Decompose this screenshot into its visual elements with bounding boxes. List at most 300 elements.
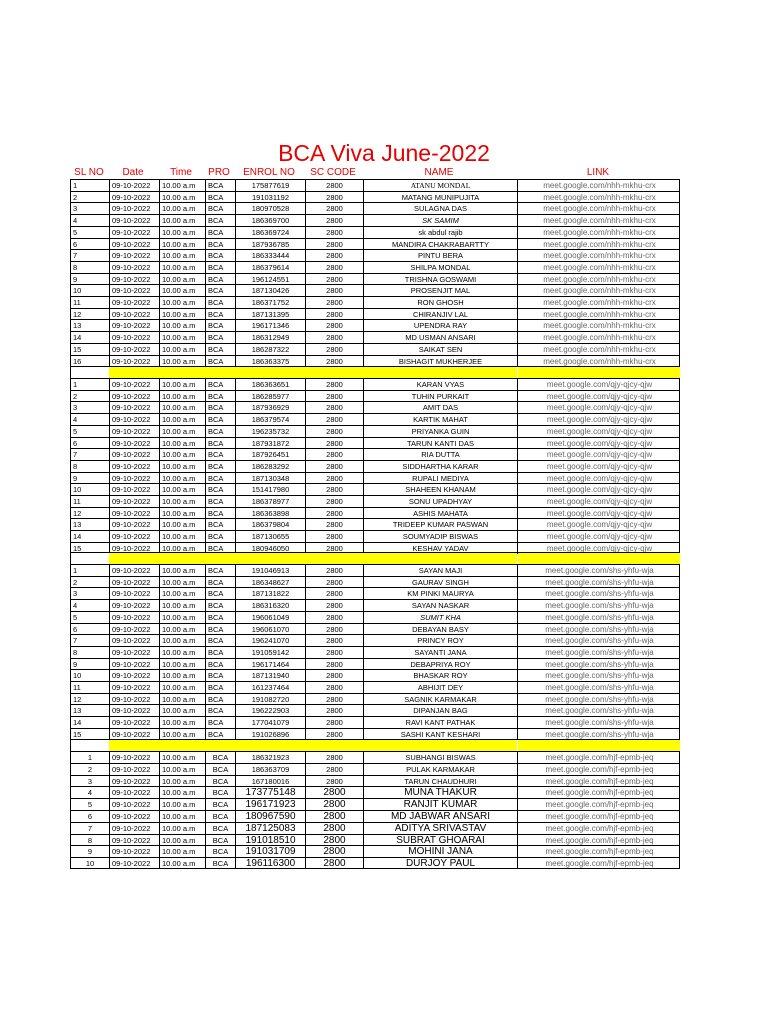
link-cell[interactable]: meet.google.com/nhh-mkhu-crx <box>517 332 681 343</box>
link-cell[interactable]: meet.google.com/nhh-mkhu-crx <box>517 309 681 320</box>
link-cell[interactable]: meet.google.com/hjf-epmb-jeq <box>517 835 681 846</box>
pro-cell: BCA <box>205 846 235 857</box>
sl-no-cell: 1 <box>73 181 78 190</box>
enrol-no-cell: 191031192 <box>235 192 305 203</box>
table-row <box>70 845 680 857</box>
time-cell: 10.00 a.m <box>159 274 205 285</box>
enrol-no-cell: 187130655 <box>235 531 305 542</box>
enrol-no-cell: 186312949 <box>235 332 305 343</box>
time-cell: 10.00 a.m <box>159 682 205 693</box>
header-pro: PRO <box>208 167 230 178</box>
date-cell: 09-10-2022 <box>109 449 159 460</box>
sc-code-cell: 2800 <box>305 426 363 437</box>
link-cell[interactable]: meet.google.com/qjy-qjcy-qjw <box>517 519 681 530</box>
enrol-no-cell: 196171923 <box>235 799 305 810</box>
date-cell: 09-10-2022 <box>109 274 159 285</box>
time-cell: 10.00 a.m <box>159 647 205 658</box>
enrol-no-cell: 186371752 <box>235 297 305 308</box>
name-cell: SAYANTI JANA <box>363 647 517 658</box>
link-cell[interactable]: meet.google.com/shs-yhfu-wja <box>517 588 681 599</box>
sc-code-cell: 2800 <box>305 670 363 681</box>
link-cell[interactable]: meet.google.com/nhh-mkhu-crx <box>517 356 681 367</box>
table-row <box>70 507 680 519</box>
enrol-no-cell: 186316320 <box>235 600 305 611</box>
sc-code-cell: 2800 <box>305 320 363 331</box>
link-cell[interactable]: meet.google.com/qjy-qjcy-qjw <box>517 543 681 554</box>
table-row <box>70 483 680 495</box>
link-cell[interactable]: meet.google.com/qjy-qjcy-qjw <box>517 379 681 390</box>
table-row <box>70 331 680 343</box>
header-name: NAME <box>424 167 454 178</box>
link-cell[interactable]: meet.google.com/shs-yhfu-wja <box>517 635 681 646</box>
table-row <box>70 857 680 869</box>
enrol-no-cell: 187131822 <box>235 588 305 599</box>
table-row <box>70 284 680 296</box>
table-row <box>70 564 680 576</box>
sl-no-cell: 3 <box>87 776 93 786</box>
link-cell[interactable]: meet.google.com/shs-yhfu-wja <box>517 705 681 716</box>
time-cell: 10.00 a.m <box>159 379 205 390</box>
sc-code-cell: 2800 <box>305 344 363 355</box>
link-cell[interactable]: meet.google.com/qjy-qjcy-qjw <box>517 496 681 507</box>
date-cell: 09-10-2022 <box>109 531 159 542</box>
enrol-no-cell: 186363898 <box>235 508 305 519</box>
link-cell[interactable]: meet.google.com/nhh-mkhu-crx <box>517 274 681 285</box>
table-row <box>70 249 680 261</box>
sl-no-cell: 8 <box>73 262 78 272</box>
enrol-no-cell: 186378977 <box>235 496 305 507</box>
sc-code-cell: 2800 <box>305 274 363 285</box>
date-cell: 09-10-2022 <box>109 705 159 716</box>
sl-no-cell: 7 <box>87 823 93 833</box>
link-cell[interactable]: meet.google.com/nhh-mkhu-crx <box>517 203 681 214</box>
sc-code-cell: 2800 <box>305 811 363 822</box>
sc-code-cell: 2800 <box>305 659 363 670</box>
table-row <box>70 296 680 308</box>
date-cell: 09-10-2022 <box>109 473 159 484</box>
enrol-no-cell: 186285977 <box>235 391 305 402</box>
sc-code-cell: 2800 <box>305 543 363 554</box>
sc-code-cell: 2800 <box>305 577 363 588</box>
pro-cell: BCA <box>205 682 235 693</box>
sc-code-cell: 2800 <box>305 588 363 599</box>
sc-code-cell: 2800 <box>305 332 363 343</box>
enrol-no-cell: 186379614 <box>235 262 305 273</box>
pro-cell: BCA <box>205 565 235 576</box>
date-cell: 09-10-2022 <box>109 496 159 507</box>
link-cell[interactable]: meet.google.com/qjy-qjcy-qjw <box>517 414 681 425</box>
link-cell[interactable]: meet.google.com/qjy-qjcy-qjw <box>517 438 681 449</box>
pro-cell: BCA <box>205 356 235 367</box>
sl-no-cell: 3 <box>73 403 78 413</box>
link-cell[interactable]: meet.google.com/nhh-mkhu-crx <box>517 344 681 355</box>
name-cell: ASHIS MAHATA <box>363 508 517 519</box>
sl-no-cell: 10 <box>73 286 82 296</box>
table-row <box>70 355 680 367</box>
table-row <box>70 599 680 611</box>
pro-cell: BCA <box>205 391 235 402</box>
link-cell[interactable]: meet.google.com/hjf-epmb-jeq <box>517 787 681 798</box>
sl-no-cell: 5 <box>87 800 93 810</box>
name-cell: DEBAPRIYA ROY <box>363 659 517 670</box>
sl-no-cell: 12 <box>73 309 82 319</box>
date-cell: 09-10-2022 <box>109 846 159 857</box>
table-row <box>70 518 680 530</box>
link-cell[interactable]: meet.google.com/shs-yhfu-wja <box>517 717 681 728</box>
enrol-no-cell: 196235732 <box>235 426 305 437</box>
date-cell: 09-10-2022 <box>109 203 159 214</box>
pro-cell: BCA <box>205 473 235 484</box>
name-cell: BHASKAR ROY <box>363 670 517 681</box>
link-cell[interactable]: meet.google.com/shs-yhfu-wja <box>517 624 681 635</box>
link-cell[interactable]: meet.google.com/shs-yhfu-wja <box>517 659 681 670</box>
sl-no-cell: 7 <box>73 251 78 261</box>
header-enrol-no: ENROL NO <box>243 167 295 178</box>
link-cell[interactable]: meet.google.com/qjy-qjcy-qjw <box>517 531 681 542</box>
sc-code-cell: 2800 <box>305 612 363 623</box>
date-cell: 09-10-2022 <box>109 647 159 658</box>
sc-code-cell: 2800 <box>305 297 363 308</box>
link-cell[interactable]: meet.google.com/nhh-mkhu-crx <box>517 180 681 191</box>
pro-cell: BCA <box>205 496 235 507</box>
pro-cell: BCA <box>205 600 235 611</box>
time-cell: 10.00 a.m <box>159 612 205 623</box>
time-cell: 10.00 a.m <box>159 402 205 413</box>
time-cell: 10.00 a.m <box>159 635 205 646</box>
date-cell: 09-10-2022 <box>109 565 159 576</box>
sl-no-cell: 7 <box>73 450 78 460</box>
sc-code-cell: 2800 <box>305 705 363 716</box>
sc-code-cell: 2800 <box>305 508 363 519</box>
table-row <box>70 238 680 250</box>
sc-code-cell: 2800 <box>305 729 363 740</box>
sl-no-cell: 13 <box>73 321 82 331</box>
time-cell: 10.00 a.m <box>159 752 205 763</box>
sl-no-cell: 13 <box>73 706 82 716</box>
name-cell: TARUN CHAUDHURI <box>363 776 517 787</box>
table-row <box>70 669 680 681</box>
link-cell[interactable]: meet.google.com/shs-yhfu-wja <box>517 670 681 681</box>
link-cell[interactable]: meet.google.com/nhh-mkhu-crx <box>517 215 681 226</box>
pro-cell: BCA <box>205 309 235 320</box>
sc-code-cell: 2800 <box>305 379 363 390</box>
link-cell[interactable]: meet.google.com/hjf-epmb-jeq <box>517 811 681 822</box>
time-cell: 10.00 a.m <box>159 449 205 460</box>
pro-cell: BCA <box>205 461 235 472</box>
link-cell[interactable]: meet.google.com/qjy-qjcy-qjw <box>517 426 681 437</box>
highlight-band <box>109 740 517 751</box>
enrol-no-cell: 151417980 <box>235 484 305 495</box>
pro-cell: BCA <box>205 262 235 273</box>
table-row <box>70 214 680 226</box>
enrol-no-cell: 187931872 <box>235 438 305 449</box>
time-cell: 10.00 a.m <box>159 192 205 203</box>
link-cell[interactable]: meet.google.com/nhh-mkhu-crx <box>517 297 681 308</box>
time-cell: 10.00 a.m <box>159 823 205 834</box>
sc-code-cell: 2800 <box>305 239 363 250</box>
name-cell: TRISHNA GOSWAMI <box>363 274 517 285</box>
name-cell: CHIRANJIV LAL <box>363 309 517 320</box>
table-row <box>70 623 680 635</box>
link-cell[interactable]: meet.google.com/nhh-mkhu-crx <box>517 192 681 203</box>
time-cell: 10.00 a.m <box>159 391 205 402</box>
sl-no-cell: 5 <box>73 612 78 622</box>
sc-code-cell: 2800 <box>305 764 363 775</box>
sl-no-cell: 5 <box>73 227 78 237</box>
date-cell: 09-10-2022 <box>109 787 159 798</box>
date-cell: 09-10-2022 <box>109 402 159 413</box>
sl-no-cell: 1 <box>87 753 93 762</box>
enrol-no-cell: 180967590 <box>235 811 305 822</box>
table-row <box>70 834 680 846</box>
highlight-band <box>109 553 517 564</box>
time-cell: 10.00 a.m <box>159 519 205 530</box>
name-cell: SONU UPADHYAY <box>363 496 517 507</box>
time-cell: 10.00 a.m <box>159 262 205 273</box>
link-cell[interactable]: meet.google.com/hjf-epmb-jeq <box>517 776 681 787</box>
sl-no-cell: 6 <box>73 624 78 634</box>
time-cell: 10.00 a.m <box>159 858 205 868</box>
date-cell: 09-10-2022 <box>109 694 159 705</box>
enrol-no-cell: 196061049 <box>235 612 305 623</box>
pro-cell: BCA <box>205 402 235 413</box>
enrol-no-cell: 191059142 <box>235 647 305 658</box>
link-cell[interactable]: meet.google.com/nhh-mkhu-crx <box>517 250 681 261</box>
name-cell: RON GHOSH <box>363 297 517 308</box>
sc-code-cell: 2800 <box>305 600 363 611</box>
enrol-no-cell: 187936785 <box>235 239 305 250</box>
table-row <box>70 798 680 810</box>
date-cell: 09-10-2022 <box>109 823 159 834</box>
link-cell[interactable]: meet.google.com/shs-yhfu-wja <box>517 600 681 611</box>
sc-code-cell: 2800 <box>305 635 363 646</box>
link-cell[interactable]: meet.google.com/hjf-epmb-jeq <box>517 823 681 834</box>
enrol-no-cell: 196124551 <box>235 274 305 285</box>
enrol-no-cell: 191031709 <box>235 846 305 857</box>
pro-cell: BCA <box>205 285 235 296</box>
pro-cell: BCA <box>205 344 235 355</box>
link-cell[interactable]: meet.google.com/hjf-epmb-jeq <box>517 764 681 775</box>
table-row <box>70 495 680 507</box>
enrol-no-cell: 191026896 <box>235 729 305 740</box>
enrol-no-cell: 191018510 <box>235 835 305 846</box>
time-cell: 10.00 a.m <box>159 717 205 728</box>
table-row <box>70 319 680 331</box>
table-row <box>70 634 680 646</box>
enrol-no-cell: 173775148 <box>235 787 305 798</box>
link-cell[interactable]: meet.google.com/nhh-mkhu-crx <box>517 285 681 296</box>
sc-code-cell: 2800 <box>305 402 363 413</box>
link-cell[interactable]: meet.google.com/nhh-mkhu-crx <box>517 227 681 238</box>
table-row <box>70 179 680 191</box>
pro-cell: BCA <box>205 624 235 635</box>
document-title: BCA Viva June-2022 <box>278 140 490 166</box>
sl-no-cell: 16 <box>73 356 82 366</box>
sl-no-cell: 10 <box>73 671 82 681</box>
table-row <box>70 448 680 460</box>
pro-cell: BCA <box>205 823 235 834</box>
sl-no-cell: 3 <box>73 204 78 214</box>
pro-cell: BCA <box>205 752 235 763</box>
link-cell[interactable]: meet.google.com/qjy-qjcy-qjw <box>517 391 681 402</box>
sl-no-cell: 3 <box>73 589 78 599</box>
header-sl-no: SL NO <box>74 167 104 178</box>
time-cell: 10.00 a.m <box>159 239 205 250</box>
sc-code-cell: 2800 <box>305 461 363 472</box>
link-cell[interactable]: meet.google.com/shs-yhfu-wja <box>517 565 681 576</box>
link-cell[interactable]: meet.google.com/shs-yhfu-wja <box>517 694 681 705</box>
time-cell: 10.00 a.m <box>159 297 205 308</box>
pro-cell: BCA <box>205 659 235 670</box>
enrol-no-cell: 180970528 <box>235 203 305 214</box>
sl-no-cell: 1 <box>73 380 78 389</box>
link-cell[interactable]: meet.google.com/nhh-mkhu-crx <box>517 239 681 250</box>
time-cell: 10.00 a.m <box>159 543 205 554</box>
time-cell: 10.00 a.m <box>159 250 205 261</box>
sc-code-cell: 2800 <box>305 823 363 834</box>
date-cell: 09-10-2022 <box>109 309 159 320</box>
name-cell: MATANG MUNIPUJITA <box>363 192 517 203</box>
link-cell[interactable]: meet.google.com/nhh-mkhu-crx <box>517 320 681 331</box>
name-cell: KESHAV YADAV <box>363 543 517 554</box>
name-cell: SASHI KANT KESHARI <box>363 729 517 740</box>
link-cell[interactable]: meet.google.com/hjf-epmb-jeq <box>517 752 681 763</box>
sl-no-cell: 2 <box>87 764 93 774</box>
link-cell[interactable]: meet.google.com/shs-yhfu-wja <box>517 577 681 588</box>
date-cell: 09-10-2022 <box>109 438 159 449</box>
sc-code-cell: 2800 <box>305 717 363 728</box>
time-cell: 10.00 a.m <box>159 670 205 681</box>
pro-cell: BCA <box>205 519 235 530</box>
name-cell: TUHIN PURKAIT <box>363 391 517 402</box>
table-row <box>70 646 680 658</box>
sl-no-cell: 5 <box>73 426 78 436</box>
link-cell[interactable]: meet.google.com/qjy-qjcy-qjw <box>517 484 681 495</box>
schedule-table <box>70 0 680 1024</box>
sc-code-cell: 2800 <box>305 473 363 484</box>
enrol-no-cell: 196171464 <box>235 659 305 670</box>
link-cell[interactable]: meet.google.com/hjf-epmb-jeq <box>517 799 681 810</box>
date-cell: 09-10-2022 <box>109 764 159 775</box>
date-cell: 09-10-2022 <box>109 356 159 367</box>
sc-code-cell: 2800 <box>305 647 363 658</box>
pro-cell: BCA <box>205 203 235 214</box>
time-cell: 10.00 a.m <box>159 309 205 320</box>
sc-code-cell: 2800 <box>305 262 363 273</box>
pro-cell: BCA <box>205 799 235 810</box>
pro-cell: BCA <box>205 776 235 787</box>
time-cell: 10.00 a.m <box>159 473 205 484</box>
table-row <box>70 413 680 425</box>
enrol-no-cell: 186369700 <box>235 215 305 226</box>
enrol-no-cell: 186283292 <box>235 461 305 472</box>
enrol-no-cell: 186321923 <box>235 752 305 763</box>
enrol-no-cell: 175877619 <box>235 180 305 191</box>
link-cell[interactable]: meet.google.com/qjy-qjcy-qjw <box>517 402 681 413</box>
time-cell: 10.00 a.m <box>159 320 205 331</box>
sl-no-cell: 9 <box>87 847 93 857</box>
link-cell[interactable]: meet.google.com/hjf-epmb-jeq <box>517 846 681 857</box>
table-row <box>70 343 680 355</box>
time-cell: 10.00 a.m <box>159 484 205 495</box>
name-cell: MOHINI JANA <box>363 846 517 857</box>
time-cell: 10.00 a.m <box>159 285 205 296</box>
time-cell: 10.00 a.m <box>159 496 205 507</box>
table-row <box>70 611 680 623</box>
link-cell[interactable]: meet.google.com/qjy-qjcy-qjw <box>517 508 681 519</box>
date-cell: 09-10-2022 <box>109 332 159 343</box>
time-cell: 10.00 a.m <box>159 811 205 822</box>
date-cell: 09-10-2022 <box>109 729 159 740</box>
name-cell: AMIT DAS <box>363 402 517 413</box>
sc-code-cell: 2800 <box>305 192 363 203</box>
pro-cell: BCA <box>205 414 235 425</box>
sc-code-cell: 2800 <box>305 285 363 296</box>
table-row <box>70 728 680 740</box>
table-row <box>70 716 680 728</box>
enrol-no-cell: 180946050 <box>235 543 305 554</box>
sl-no-cell: 11 <box>73 497 81 506</box>
enrol-no-cell: 167180016 <box>235 776 305 787</box>
link-cell[interactable]: meet.google.com/shs-yhfu-wja <box>517 729 681 740</box>
link-cell[interactable]: meet.google.com/qjy-qjcy-qjw <box>517 473 681 484</box>
sl-no-cell: 6 <box>73 239 78 249</box>
enrol-no-cell: 186363651 <box>235 379 305 390</box>
enrol-no-cell: 187130348 <box>235 473 305 484</box>
sc-code-cell: 2800 <box>305 565 363 576</box>
link-cell[interactable]: meet.google.com/shs-yhfu-wja <box>517 682 681 693</box>
sl-no-cell: 15 <box>73 729 82 739</box>
pro-cell: BCA <box>205 729 235 740</box>
pro-cell: BCA <box>205 588 235 599</box>
link-cell[interactable]: meet.google.com/nhh-mkhu-crx <box>517 262 681 273</box>
table-row <box>70 786 680 798</box>
date-cell: 09-10-2022 <box>109 635 159 646</box>
pro-cell: BCA <box>205 297 235 308</box>
link-cell[interactable]: meet.google.com/qjy-qjcy-qjw <box>517 449 681 460</box>
pro-cell: BCA <box>205 320 235 331</box>
enrol-no-cell: 196061070 <box>235 624 305 635</box>
name-cell: SK SAMIM <box>363 215 517 226</box>
date-cell: 09-10-2022 <box>109 519 159 530</box>
name-cell: TRIDEEP KUMAR PASWAN <box>363 519 517 530</box>
table-row <box>70 202 680 214</box>
time-cell: 10.00 a.m <box>159 461 205 472</box>
time-cell: 10.00 a.m <box>159 729 205 740</box>
sc-code-cell: 2800 <box>305 180 363 191</box>
link-cell[interactable]: meet.google.com/shs-yhfu-wja <box>517 612 681 623</box>
enrol-no-cell: 196116300 <box>235 858 305 868</box>
link-cell[interactable]: meet.google.com/shs-yhfu-wja <box>517 647 681 658</box>
date-cell: 09-10-2022 <box>109 600 159 611</box>
sc-code-cell: 2800 <box>305 624 363 635</box>
link-cell[interactable]: meet.google.com/hjf-epmb-jeq <box>517 858 681 868</box>
sl-no-cell: 2 <box>73 192 78 202</box>
date-cell: 09-10-2022 <box>109 239 159 250</box>
name-cell: PROSENJIT MAL <box>363 285 517 296</box>
name-cell: PINTU BERA <box>363 250 517 261</box>
date-cell: 09-10-2022 <box>109 799 159 810</box>
pro-cell: BCA <box>205 635 235 646</box>
sc-code-cell: 2800 <box>305 309 363 320</box>
table-row <box>70 273 680 285</box>
name-cell: SHAHEEN KHANAM <box>363 484 517 495</box>
sl-no-cell: 4 <box>73 601 78 611</box>
sl-no-cell: 11 <box>73 298 81 307</box>
sc-code-cell: 2800 <box>305 250 363 261</box>
link-cell[interactable]: meet.google.com/qjy-qjcy-qjw <box>517 461 681 472</box>
time-cell: 10.00 a.m <box>159 344 205 355</box>
